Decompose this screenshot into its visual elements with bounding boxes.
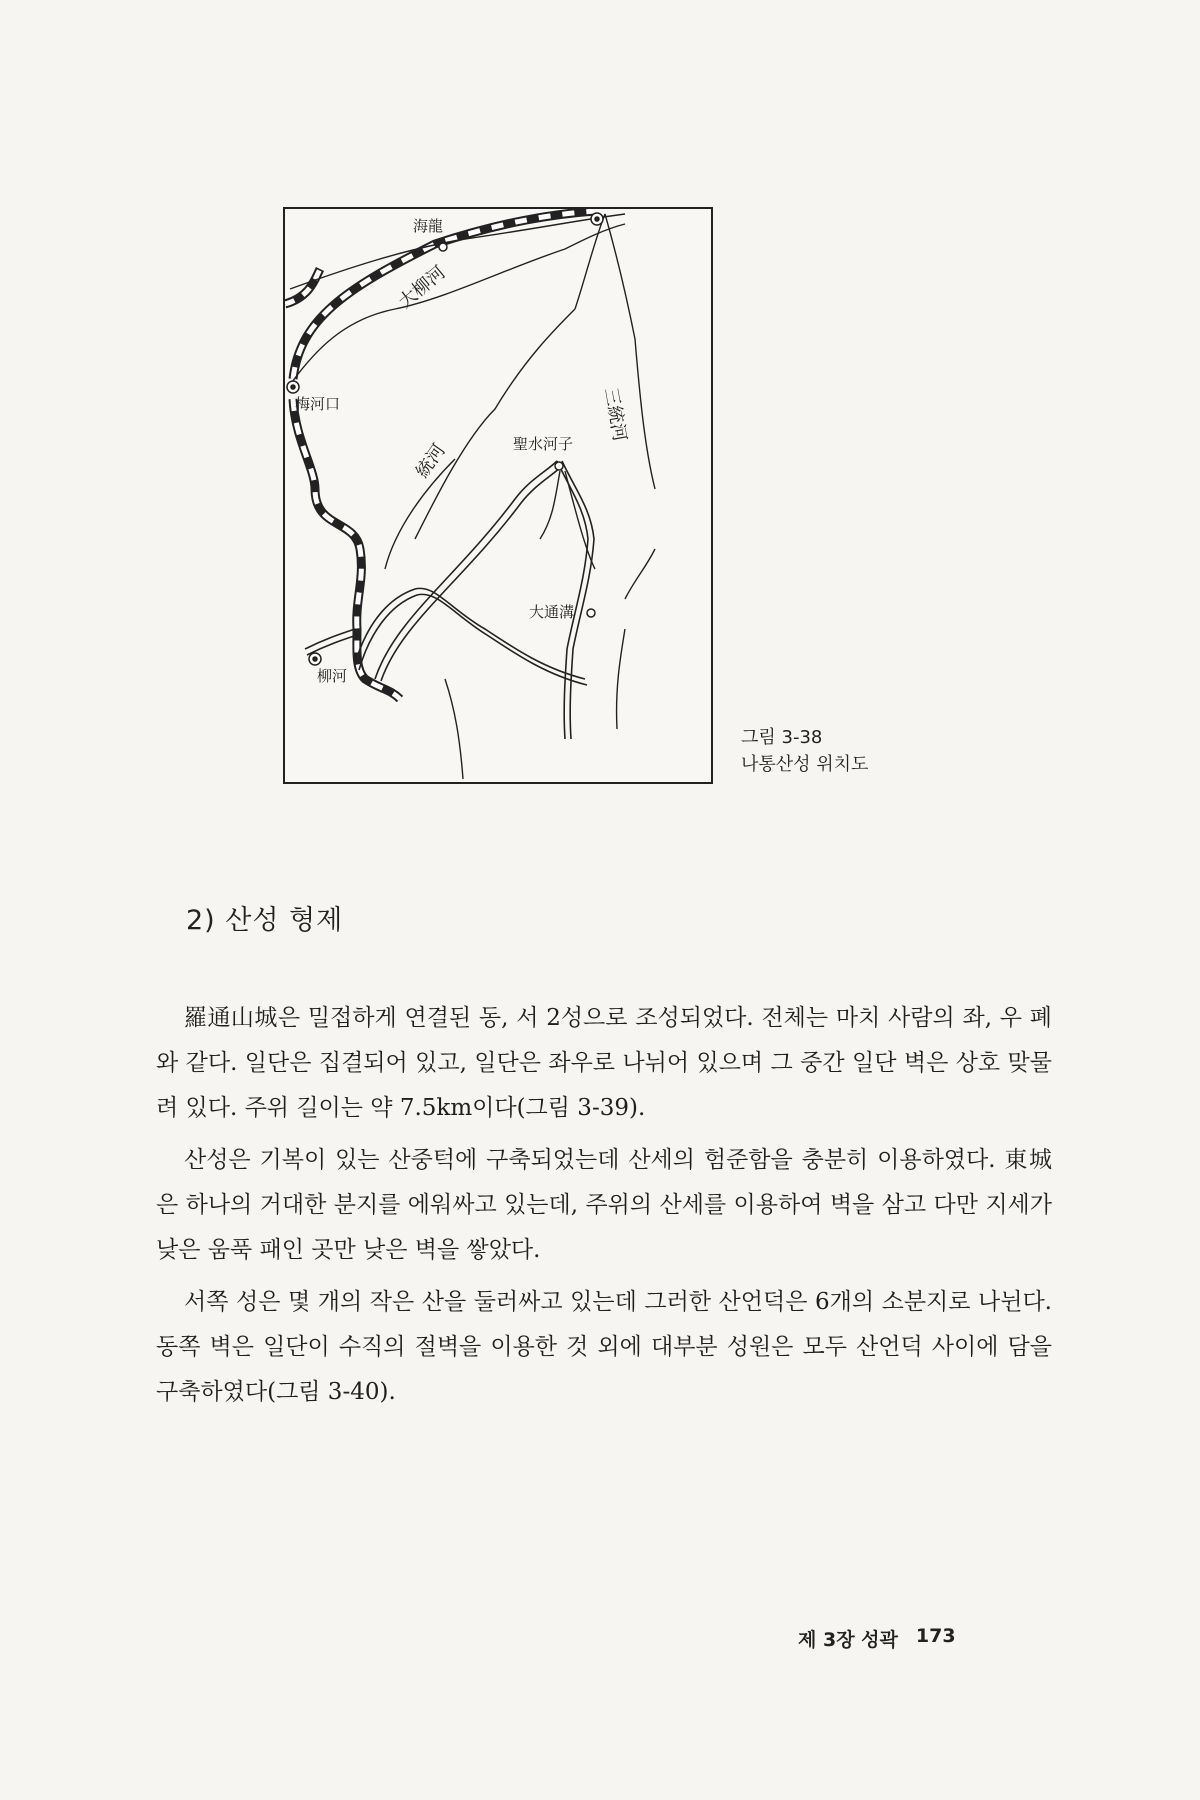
figure-caption (741, 724, 868, 778)
road-lines (305, 461, 594, 739)
location-map (283, 207, 713, 784)
label-liuhe: 柳河 (317, 667, 348, 685)
map-drawing (285, 209, 711, 782)
label-santonghe: 三統河 (600, 386, 631, 444)
page-number: 173 (915, 1625, 956, 1647)
label-datonggou: 大通溝 (529, 603, 575, 621)
caption-number: 그림 3-38 (741, 727, 823, 748)
paragraph: 羅通山城은 밀접하게 연결된 동, 서 2성으로 조성되었다. 전체는 마치 사람의 좌, 우 폐와 같다. 일단은 집결되어 있고, 일단은 좌우로 나뉘어 있으며 그 중간 일단 벽은 상호 맞물려 있다. 주위 길이는 약 7.5km이다(그림 3-39). (156, 1005, 1052, 1121)
page-footer (798, 1625, 956, 1652)
label-meihekou: 梅河口 (295, 395, 341, 413)
paragraph: 산성은 기복이 있는 산중턱에 구축되었는데 산세의 험준함을 충분히 이용하였다. 東城은 하나의 거대한 분지를 에워싸고 있는데, 주위의 산세를 이용하여 벽을 삼고 다만 지세가 낮은 움푹 패인 곳만 낮은 벽을 쌓았다. (156, 1147, 1052, 1263)
label-shengshuihezi: 聖水河子 (513, 435, 574, 453)
paragraph: 서쪽 성은 몇 개의 작은 산을 둘러싸고 있는데 그러한 산언덕은 6개의 소분지로 나뉜다. 동쪽 벽은 일단이 수직의 절벽을 이용한 것 외에 대부분 성원은 모두 산언덕 사이에 담을 구축하였다(그림 3-40). (156, 1289, 1052, 1405)
label-hailong: 海龍 (413, 217, 444, 235)
label-dalihe: 大柳河 (394, 262, 450, 313)
caption-title: 나통산성 위치도 (741, 754, 869, 775)
body-text (156, 996, 1052, 1422)
chapter-title: 제 3장 성곽 (798, 1629, 898, 1651)
section-heading: 2) 산성 형제 (186, 905, 344, 936)
label-tonghe: 統河 (411, 440, 450, 482)
